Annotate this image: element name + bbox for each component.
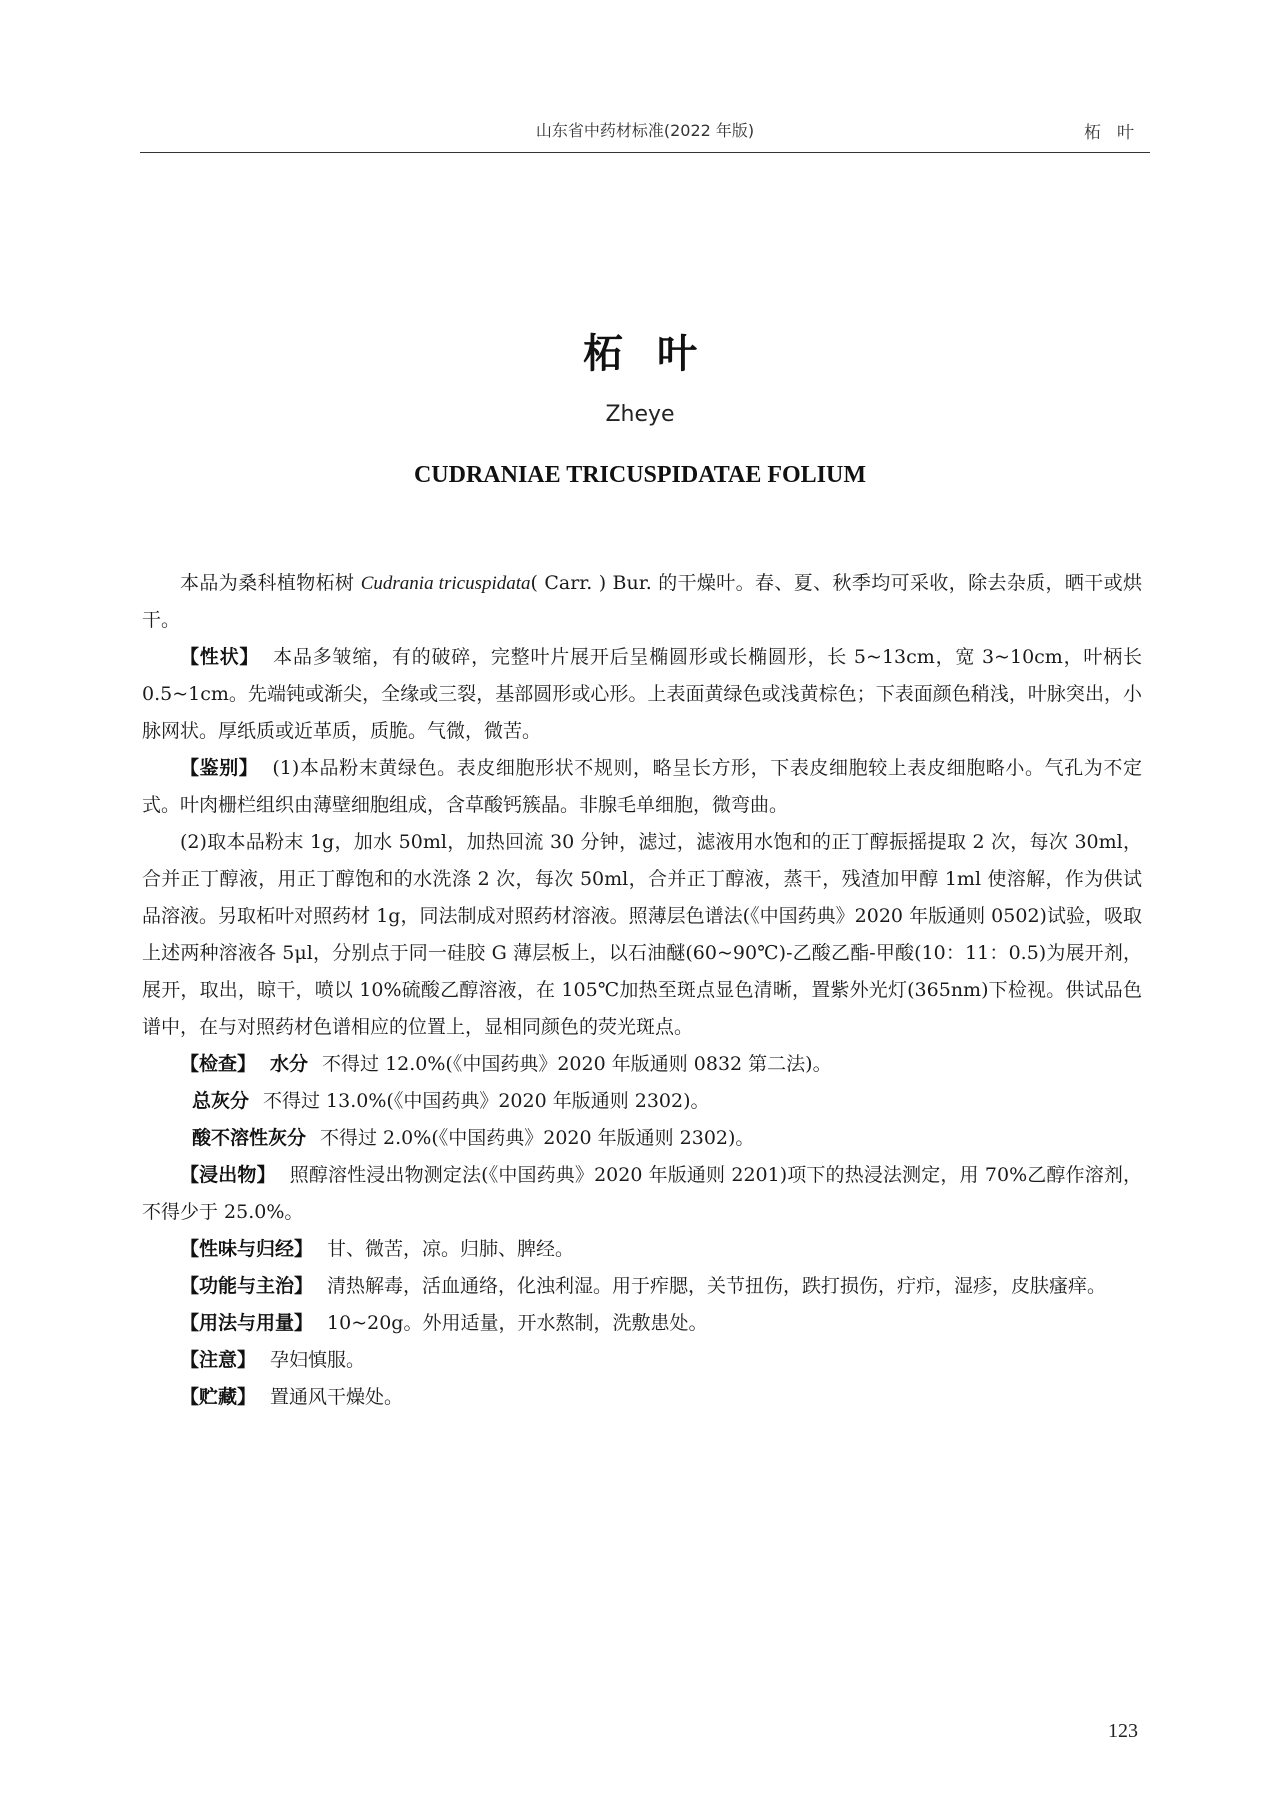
- check-item: [142, 1120, 1142, 1157]
- section-description: [142, 639, 1142, 750]
- header-entry-name: 柘叶: [1084, 123, 1150, 143]
- section-label: 【浸出物】: [180, 1164, 276, 1186]
- check-item-text: 不得过 13.0%(《中国药典》2020 年版通则 2302)。: [263, 1090, 710, 1112]
- intro-paragraph: [142, 565, 1142, 639]
- check-item: [142, 1083, 1142, 1120]
- header-book-title: 山东省中药材标准(2022 年版): [535, 121, 755, 140]
- section-text: 本品多皱缩，有的破碎，完整叶片展开后呈椭圆形或长椭圆形，长 5~13cm，宽 3~10cm，叶柄长 0.5~1cm。先端钝或渐尖，全缘或三裂，基部圆形或心形。上表面黄绿色或浅黄棕色；下表面颜色稍浅，叶脉突出，小脉网状。厚纸质或近革质，质脆。气微，微苦。: [142, 646, 1142, 742]
- check-item-name: 总灰分: [192, 1090, 250, 1112]
- section-label: 【用法与用量】: [180, 1312, 314, 1334]
- section-text: 置通风干燥处。: [270, 1386, 404, 1408]
- section-text: 10~20g。外用适量，开水熬制，洗敷患处。: [327, 1312, 708, 1334]
- section-precaution: [142, 1342, 1142, 1379]
- section-label: 【鉴别】: [180, 757, 259, 779]
- section-function-indication: [142, 1268, 1142, 1305]
- section-examination: [142, 1046, 1142, 1083]
- intro-text-before: 本品为桑科植物柘树: [180, 572, 361, 594]
- section-label: 【功能与主治】: [180, 1275, 314, 1297]
- running-header: [140, 112, 1150, 153]
- section-label: 【检查】: [180, 1053, 257, 1075]
- section-storage: [142, 1379, 1142, 1416]
- section-label: 【贮藏】: [180, 1386, 257, 1408]
- entry-title: 柘叶: [583, 331, 731, 377]
- check-item-name: 水分: [270, 1053, 309, 1075]
- intro-text-after: ( Carr. ) Bur. 的干燥叶。春、夏、秋季均可采收，除去杂质，晒干或烘干。: [142, 572, 1143, 631]
- section-identification: [142, 750, 1142, 824]
- section-label: 【性味与归经】: [180, 1238, 314, 1260]
- entry-latin-name: CUDRANIAE TRICUSPIDATAE FOLIUM: [413, 462, 867, 488]
- section-text: 清热解毒，活血通络，化浊利湿。用于痄腮，关节扭伤，跌打损伤，疔疖，湿疹，皮肤瘙痒。: [327, 1275, 1107, 1297]
- entry-pinyin: Zheye: [605, 402, 675, 427]
- section-label: 【注意】: [180, 1349, 257, 1371]
- section-text: (2)取本品粉末 1g，加水 50ml，加热回流 30 分钟，滤过，滤液用水饱和的正丁醇振摇提取 2 次，每次 30ml，合并正丁醇液，用正丁醇饱和的水洗涤 2 次，每次 50ml，合并正丁醇液，蒸干，残渣加甲醇 1ml 使溶解，作为供试品溶液。另取柘叶对照药材 1g，同法制成对照药材溶液。照薄层色谱法(《中国药典》2020 年版通则 0502)试验，吸取上述两种溶液各 5μl，分别点于同一硅胶 G 薄层板上，以石油醚(60~90℃)-乙酸乙酯-甲酸(10：11：0.5)为展开剂，展开，取出，晾干，喷以 10%硫酸乙醇溶液，在 105℃加热至斑点显色清晰，置紫外光灯(365nm)下检视。供试品色谱中，在与对照药材色谱相应的位置上，显相同颜色的荧光斑点。: [142, 831, 1142, 1038]
- section-text: 照醇溶性浸出物测定法(《中国药典》2020 年版通则 2201)项下的热浸法测定，用 70%乙醇作溶剂，不得少于 25.0%。: [142, 1164, 1142, 1223]
- monograph-body: [142, 565, 1142, 1416]
- check-item-name: 酸不溶性灰分: [192, 1127, 307, 1149]
- section-label: 【性状】: [180, 646, 260, 668]
- section-text: 孕妇慎服。: [270, 1349, 366, 1371]
- section-property-meridian: [142, 1231, 1142, 1268]
- section-extract: [142, 1157, 1142, 1231]
- check-item-text: 不得过 2.0%(《中国药典》2020 年版通则 2302)。: [320, 1127, 755, 1149]
- section-usage-dosage: [142, 1305, 1142, 1342]
- section-text: (1)本品粉末黄绿色。表皮细胞形状不规则，略呈长方形，下表皮细胞较上表皮细胞略小。气孔为不定式。叶肉栅栏组织由薄壁细胞组成，含草酸钙簇晶。非腺毛单细胞，微弯曲。: [142, 757, 1142, 816]
- page-number: 123: [1108, 1720, 1138, 1742]
- section-identification-tlc: [142, 824, 1142, 1046]
- section-text: 甘、微苦，凉。归肺、脾经。: [327, 1238, 575, 1260]
- check-item-text: 不得过 12.0%(《中国药典》2020 年版通则 0832 第二法)。: [322, 1053, 832, 1075]
- species-name: Cudrania tricuspidata: [360, 573, 531, 594]
